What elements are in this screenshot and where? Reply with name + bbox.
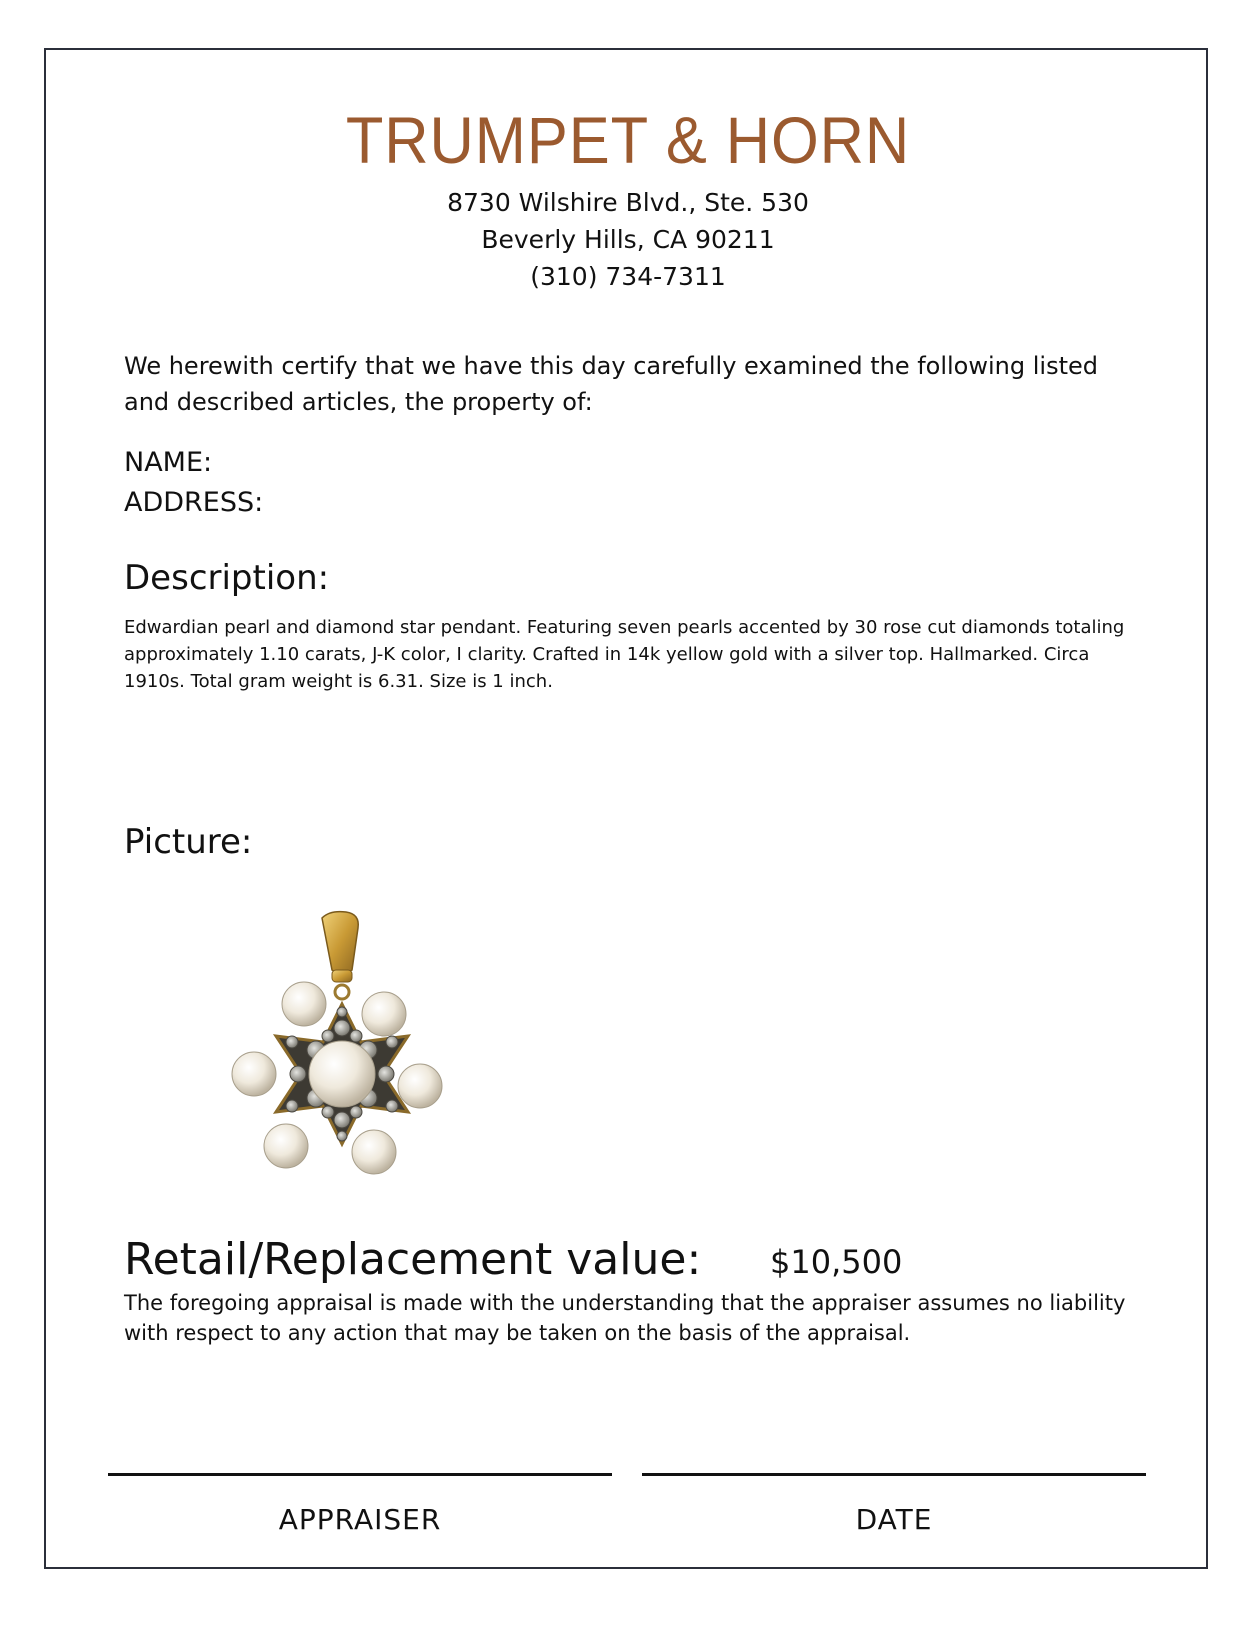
certification-intro: We herewith certify that we have this day carefully examined the following listed and described articles, the property of: [124,352,1098,416]
retail-value-amount: $10,500 [770,1243,903,1281]
address-phone: (310) 734-7311 [530,262,726,291]
address-label: ADDRESS: [124,487,264,518]
appraiser-signature-line [108,1473,612,1476]
date-signature-line [642,1473,1146,1476]
date-label: DATE [855,1503,933,1536]
brand-logo: TRUMPET & HORN [345,103,911,177]
address-city: Beverly Hills, CA 90211 [481,225,775,254]
retail-value-heading: Retail/Replacement value: [124,1234,702,1285]
appraisal-disclaimer: The foregoing appraisal is made with the understanding that the appraiser assumes no liability with respect to any action that may be taken on the basis of the appraisal. [124,1291,1126,1345]
name-label: NAME: [124,447,213,478]
picture-heading: Picture: [124,822,253,862]
address-street: 8730 Wilshire Blvd., Ste. 530 [447,188,809,217]
appraiser-label: APPRAISER [278,1503,442,1536]
description-text: Edwardian pearl and diamond star pendant. Featuring seven pearls accented by 30 rose cut diamonds totaling approximately 1.10 carats, J-K color, I clarity. Crafted in 14k yellow gold with a silver top. Hallmarked. Circa 1910s. Total gram weight is 6.31. Size is 1 inch. [124,617,1125,692]
pearl-star-pendant-image [224,908,464,1218]
description-heading: Description: [124,558,330,598]
